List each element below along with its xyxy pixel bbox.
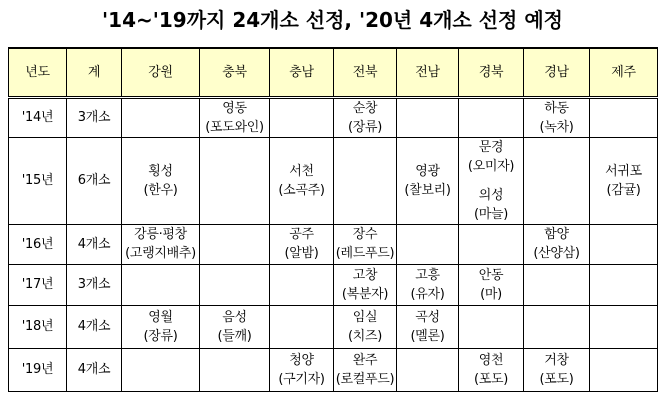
site-entry [459,351,523,389]
cell-gyeongnam [524,264,590,305]
site-name: 함양 [544,227,569,242]
site-entry [524,99,589,137]
site-product: (멜론) [410,328,445,344]
site-product: (레드푸드) [335,246,395,261]
site-entry [334,351,396,389]
table-row [9,137,658,224]
site-name: 문경 [478,139,504,155]
header-jeonnam: 전남 [397,48,459,97]
table-row [9,348,658,391]
year-cell: '17년 [9,264,67,305]
site-name: 완주 [352,352,378,368]
site-entry [334,99,396,137]
total-cell: 4개소 [67,305,122,348]
cell-chungbuk [200,348,270,391]
total-cell: 4개소 [67,348,122,391]
table-row [9,224,658,264]
cell-jeju [590,264,658,305]
cell-jeju [590,305,658,348]
site-product: (찰보리) [404,182,451,198]
site-product: (치즈) [347,328,383,344]
site-entry [590,162,657,200]
site-name: 영광 [415,163,440,179]
cell-gangwon [122,97,200,137]
site-selection-table [8,47,658,392]
site-entry [122,225,199,263]
site-entry [334,225,396,263]
site-name: 순창 [352,100,378,116]
cell-gangwon [122,348,200,391]
site-name: 곡성 [415,309,440,325]
header-row [9,48,658,97]
site-product: (고랭지배추) [125,246,196,261]
site-product: (포도와인) [205,119,264,135]
site-entry [270,351,333,389]
site-product: (로컬푸드) [335,371,395,387]
cell-jeonnam [397,264,459,305]
site-entry [200,99,269,137]
cell-chungnam [270,97,334,137]
header-jeju: 제주 [590,48,658,97]
header-gyeongnam: 경남 [524,48,590,97]
site-name: 영월 [148,309,173,325]
site-product: (소곡주) [278,182,325,198]
site-entry [524,225,589,263]
site-name: 의성 [478,187,504,203]
site-name: 거창 [544,352,569,368]
cell-chungnam [270,348,334,391]
cell-chungbuk [200,224,270,264]
site-entry [459,186,523,224]
site-product: (구기자) [278,371,325,387]
site-entry [397,266,458,304]
header-gyeongbuk: 경북 [459,48,524,97]
site-entry [397,308,458,346]
cell-chungnam [270,137,334,224]
cell-chungbuk [200,97,270,137]
site-name: 영천 [478,352,504,368]
cell-jeonnam [397,224,459,264]
cell-jeju [590,137,658,224]
site-name: 공주 [289,227,314,242]
site-product: (포도) [539,371,574,387]
cell-jeonnam [397,137,459,224]
cell-gyeongnam [524,224,590,264]
cell-gyeongnam [524,348,590,391]
site-entry [334,308,396,346]
total-cell: 3개소 [67,97,122,137]
header-gangwon: 강원 [122,48,200,97]
cell-jeonbuk [334,305,397,348]
year-cell: '14년 [9,97,67,137]
total-cell: 3개소 [67,264,122,305]
site-entry [122,308,199,346]
site-entry [459,266,523,304]
site-product: (장류) [347,119,383,135]
site-entry [334,266,396,304]
cell-gyeongbuk [459,224,524,264]
cell-chungnam [270,305,334,348]
header-chungnam: 충남 [270,48,334,97]
site-entry [459,138,523,176]
site-name: 횡성 [148,163,173,179]
site-entry [270,162,333,200]
site-product: (산양삼) [533,246,580,261]
year-cell: '18년 [9,305,67,348]
cell-chungbuk [200,137,270,224]
cell-gyeongbuk [459,264,524,305]
cell-jeonbuk [334,137,397,224]
site-product: (마늘) [473,206,509,222]
table-row [9,305,658,348]
site-product: (마) [480,286,502,302]
cell-gangwon [122,224,200,264]
cell-gangwon [122,305,200,348]
year-cell: '15년 [9,137,67,224]
total-cell: 6개소 [67,137,122,224]
site-product: (유자) [410,286,445,302]
site-entry [122,162,199,200]
cell-gyeongnam [524,305,590,348]
site-name: 고흥 [415,267,440,283]
year-cell: '19년 [9,348,67,391]
cell-gyeongnam [524,97,590,137]
site-product: (오미자) [467,158,515,174]
cell-gyeongbuk [459,97,524,137]
total-cell: 4개소 [67,224,122,264]
cell-jeju [590,224,658,264]
cell-jeonbuk [334,97,397,137]
year-cell: '16년 [9,224,67,264]
site-name: 고창 [352,267,378,283]
site-product: (장류) [143,328,178,344]
site-name: 청양 [289,352,314,368]
site-product: (포도) [473,371,509,387]
site-product: (감귤) [606,182,641,198]
cell-jeju [590,97,658,137]
site-name: 임실 [352,309,378,325]
cell-jeju [590,348,658,391]
page-title: '14~'19까지 24개소 선정, '20년 4개소 선정 예정 [102,8,563,32]
site-name: 영동 [222,100,247,116]
cell-jeonbuk [334,264,397,305]
table-row [9,97,658,137]
site-name: 장수 [352,227,378,242]
site-product: (알밤) [284,246,319,261]
cell-jeonnam [397,97,459,137]
site-product: (복분자) [341,286,389,302]
site-name: 강릉·평창 [134,227,187,242]
cell-jeonnam [397,348,459,391]
site-name: 안동 [478,267,504,283]
site-entry [270,225,333,263]
site-product: (들깨) [217,328,252,344]
cell-jeonbuk [334,224,397,264]
cell-gyeongbuk [459,305,524,348]
site-name: 하동 [544,100,569,116]
header-jeonbuk: 전북 [334,48,397,97]
cell-chungbuk [200,264,270,305]
site-name: 서귀포 [605,163,642,179]
cell-gyeongbuk [459,137,524,224]
site-entry [200,308,269,346]
site-entry [397,162,458,200]
header-year: 년도 [9,48,67,97]
cell-jeonnam [397,305,459,348]
site-product: (한우) [143,182,178,198]
header-total: 계 [67,48,122,97]
cell-chungnam [270,264,334,305]
cell-gangwon [122,264,200,305]
table-row [9,264,658,305]
cell-chungbuk [200,305,270,348]
header-chungbuk: 충북 [200,48,270,97]
site-name: 서천 [289,163,314,179]
site-entry [524,351,589,389]
cell-jeonbuk [334,348,397,391]
cell-gyeongbuk [459,348,524,391]
cell-gangwon [122,137,200,224]
cell-chungnam [270,224,334,264]
site-name: 음성 [222,309,247,325]
cell-gyeongnam [524,137,590,224]
site-product: (녹차) [539,119,574,135]
